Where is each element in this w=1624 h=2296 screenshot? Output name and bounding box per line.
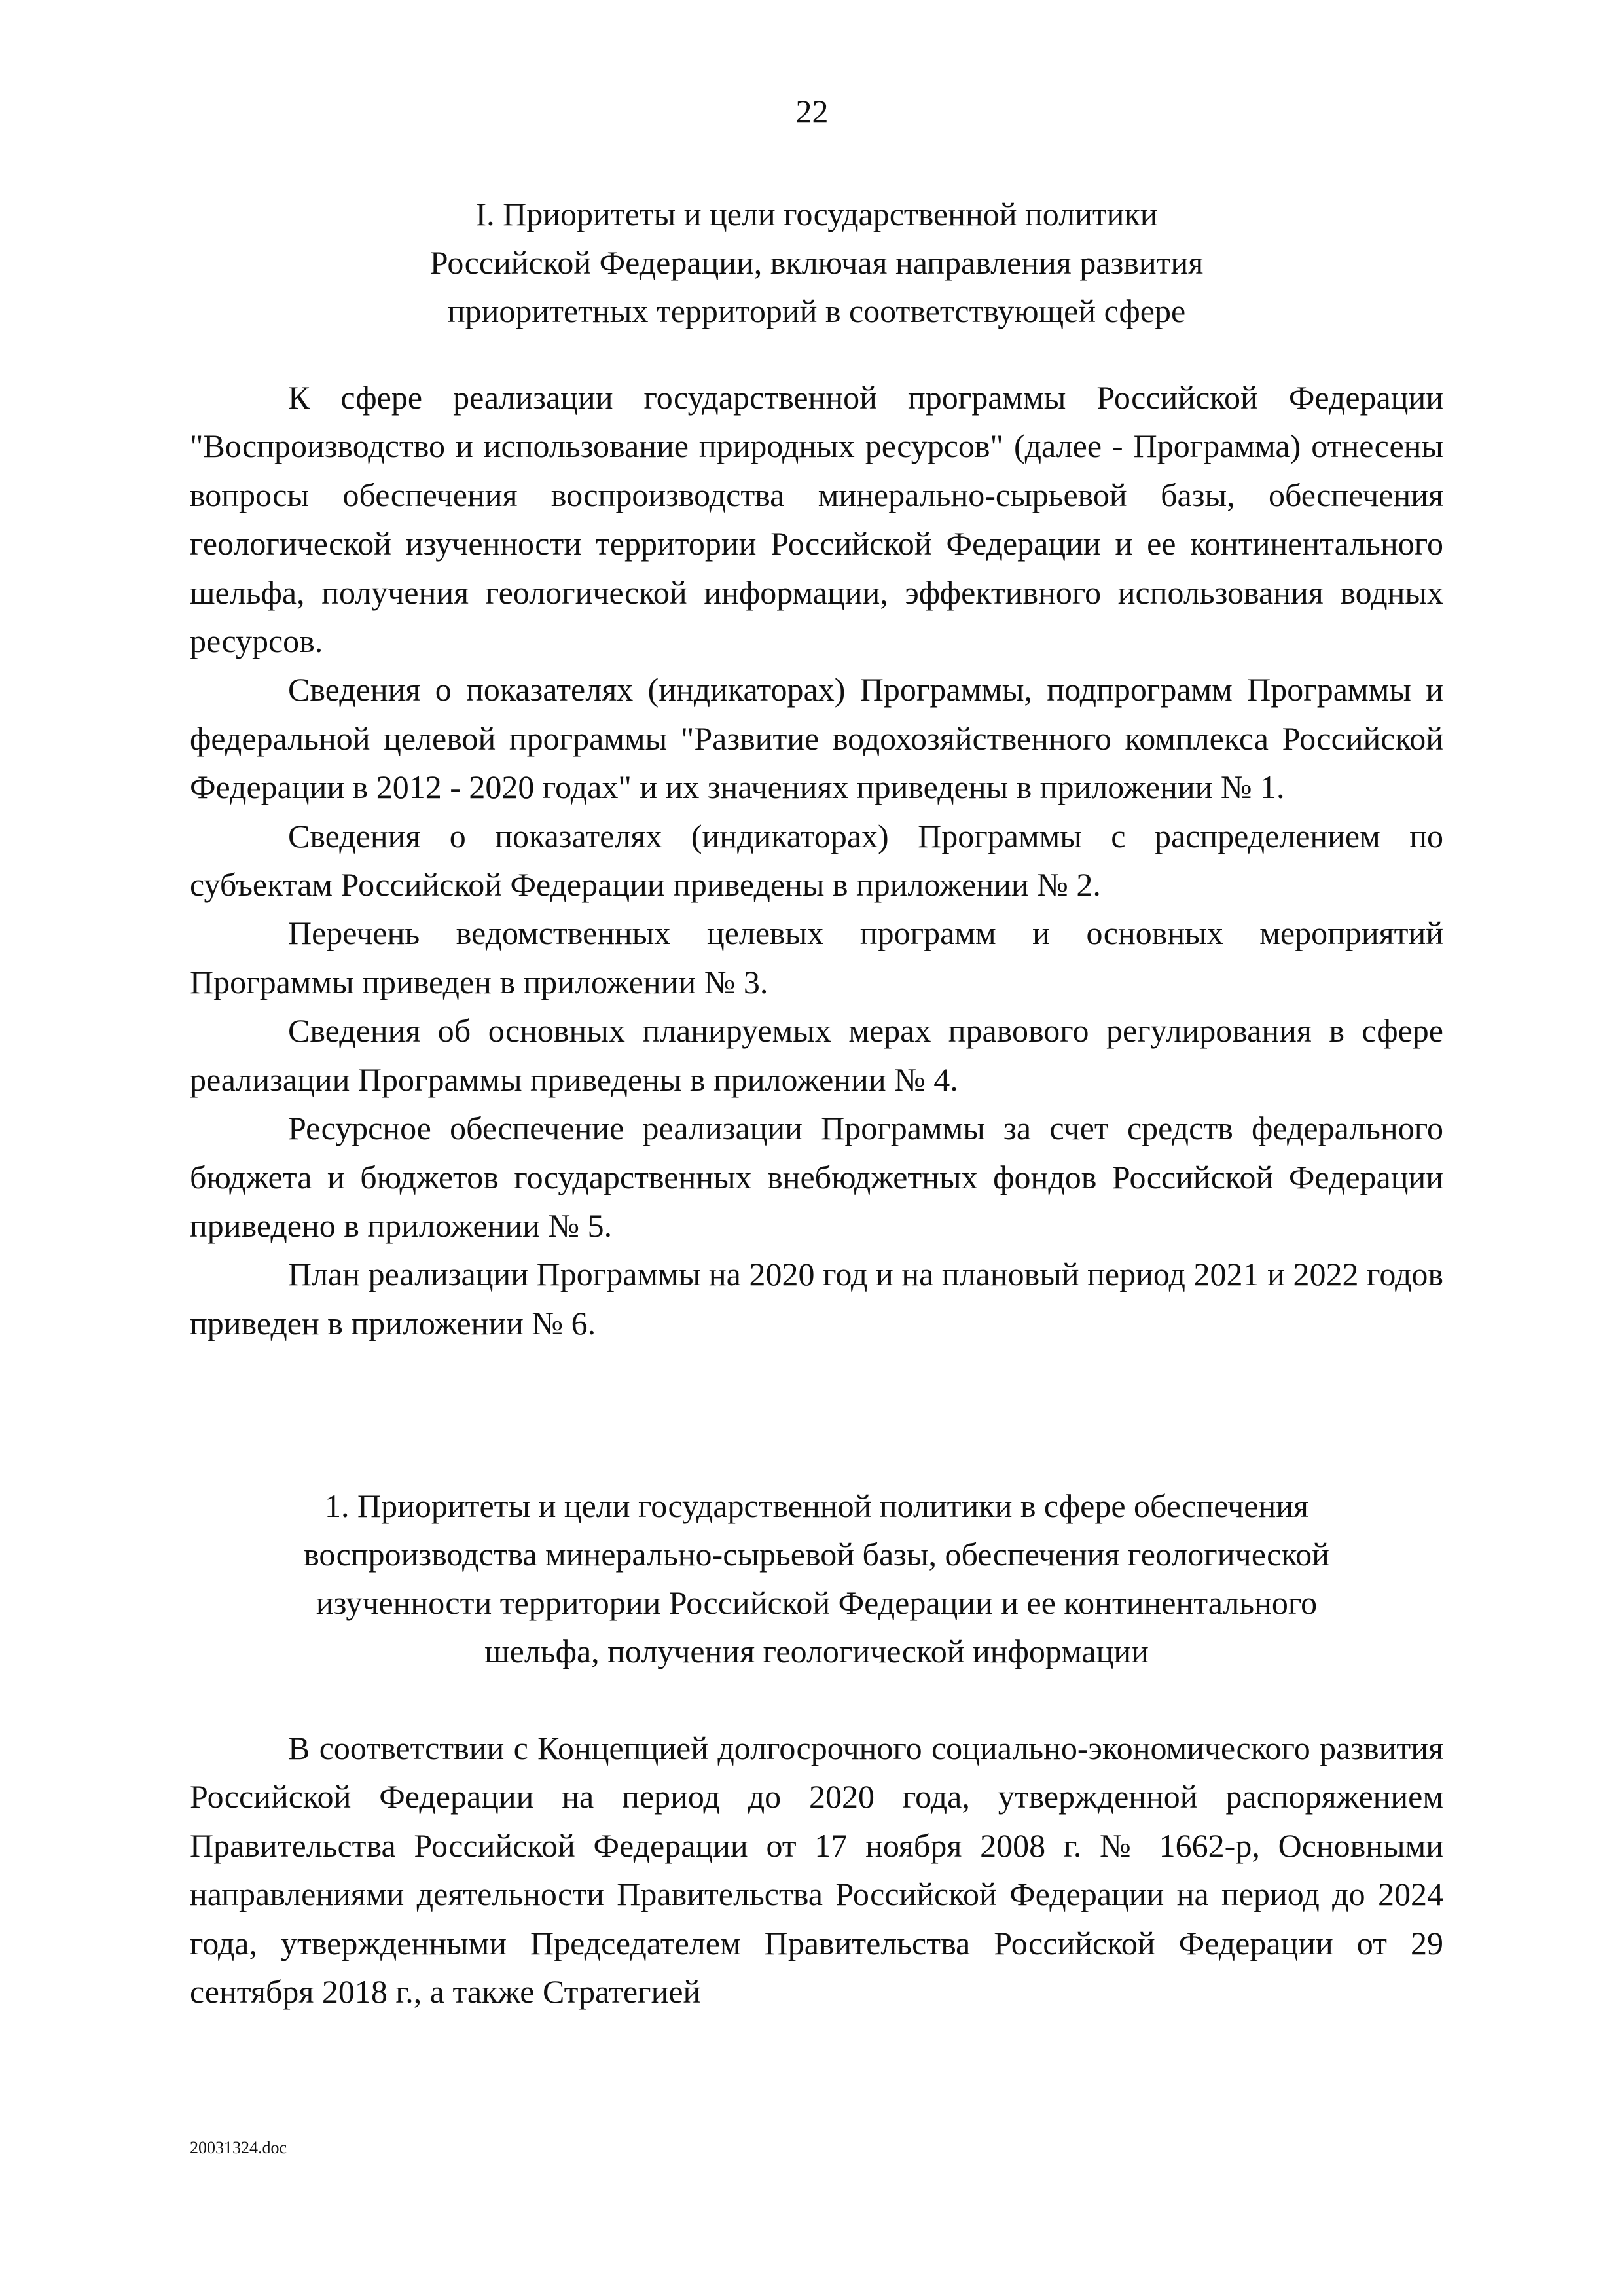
page-number: 22 — [795, 93, 829, 130]
subsection-body — [190, 1724, 1443, 2016]
section-heading-line: I. Приоритеты и цели государственной политики — [475, 196, 1158, 232]
body-paragraph: Перечень ведомственных целевых программ и основных мероприятий Программы приведен в приложении № 3. — [190, 915, 1443, 1000]
section-heading-line: приоритетных территорий в соответствующей сфере — [447, 293, 1186, 329]
body-paragraph: В соответствии с Концепцией долгосрочного социально-экономического развития Российской Федерации на период до 2020 года, утвержденной распоряжением Правительства Российской Федерации от 17 ноября 2008 г. № 1662-р, Основными направлениями деятельности Правительства Российской Федерации на период до 2024 года, утвержденными Председателем Правительства Российской Федерации от 29 сентября 2018 г., а также Стратегией — [190, 1730, 1443, 2011]
section-heading-line: Российской Федерации, включая направления развития — [429, 244, 1204, 281]
body-paragraph: К сфере реализации государственной программы Российской Федерации "Воспроизводство и использование природных ресурсов" (далее - Программа) отнесены вопросы обеспечения воспроизводства минерально-сырьевой базы, обеспечения геологической изученности территории Российской Федерации и ее континентального шельфа, получения геологической информации, эффективного использования водных ресурсов. — [190, 379, 1443, 660]
subsection-heading-line: воспроизводства минерально-сырьевой базы, обеспечения геологической — [304, 1536, 1329, 1573]
section-heading — [190, 190, 1443, 335]
intro-body — [190, 373, 1443, 1347]
subsection-heading-line: изученности территории Российской Федерации и ее континентального — [316, 1584, 1318, 1621]
body-paragraph: Ресурсное обеспечение реализации Программы за счет средств федерального бюджета и бюджетов государственных внебюджетных фондов Российской Федерации приведено в приложении № 5. — [190, 1110, 1443, 1244]
body-paragraph: Сведения об основных планируемых мерах правового регулирования в сфере реализации Программы приведены в приложении № 4. — [190, 1012, 1443, 1098]
footer-document-id: 20031324.doc — [190, 2138, 287, 2157]
subsection-heading — [190, 1482, 1443, 1675]
body-paragraph: План реализации Программы на 2020 год и на плановый период 2021 и 2022 годов приведен в приложении № 6. — [190, 1256, 1443, 1341]
body-paragraph: Сведения о показателях (индикаторах) Программы с распределением по субъектам Российской Федерации приведены в приложении № 2. — [190, 817, 1443, 903]
subsection-heading-line: 1. Приоритеты и цели государственной политики в сфере обеспечения — [324, 1487, 1308, 1524]
body-paragraph: Сведения о показателях (индикаторах) Программы, подпрограмм Программы и федеральной целевой программы "Развитие водохозяйственного комплекса Российской Федерации в 2012 - 2020 годах" и их значениях приведены в приложении № 1. — [190, 671, 1443, 806]
subsection-heading-line: шельфа, получения геологической информации — [484, 1633, 1149, 1669]
